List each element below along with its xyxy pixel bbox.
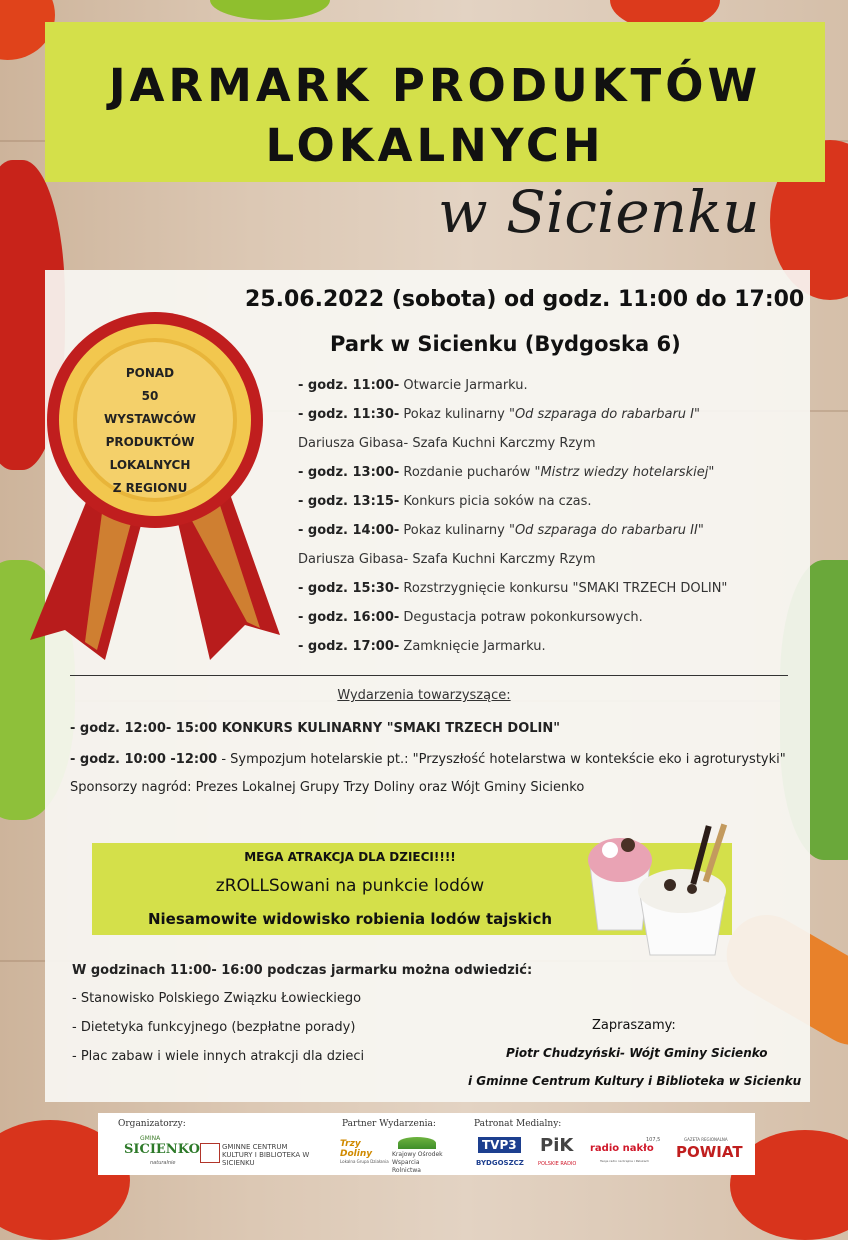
schedule-quote: " bbox=[697, 523, 704, 538]
sponsor-logos-strip bbox=[98, 1113, 755, 1175]
schedule-time: - godz. 13:15- bbox=[298, 494, 400, 509]
powiat-logo: GAZETA REGIONALNA POWIAT bbox=[676, 1137, 743, 1161]
extras-item: - Stanowisko Polskiego Związku Łowieckiego bbox=[72, 991, 362, 1006]
schedule-time: - godz. 17:00- bbox=[298, 639, 400, 654]
kids-line2: Niesamowite widowisko robienia lodów tajskich bbox=[147, 910, 553, 928]
side-event-2: - godz. 10:00 -12:00 - Sympozjum hotelarskie pt.: "Przyszłość hotelarstwa w kontekście eko i agroturystyki" bbox=[70, 752, 786, 767]
side-events-heading: Wydarzenia towarzyszące: bbox=[337, 688, 511, 703]
page-title: JARMARK PRODUKTÓW LOKALNYCH bbox=[108, 59, 762, 172]
schedule-title: Mistrz wiedzy hotelarskiej bbox=[540, 465, 709, 480]
side-event-1: - godz. 12:00- 15:00 KONKURS KULINARNY "SMAKI TRZECH DOLIN" bbox=[70, 721, 561, 736]
schedule-item bbox=[298, 376, 808, 405]
schedule-time: - godz. 15:30- bbox=[298, 581, 400, 596]
extras-item: - Plac zabaw i wiele innych atrakcji dla dzieci bbox=[72, 1049, 365, 1064]
kowr-logo: Krajowy Ośrodek Wsparcia Rolnictwa bbox=[392, 1137, 448, 1171]
partner-label: Partner Wydarzenia: bbox=[342, 1119, 436, 1129]
schedule-time: - godz. 14:00- bbox=[298, 523, 400, 538]
divider bbox=[70, 675, 788, 676]
schedule-time: - godz. 16:00- bbox=[298, 610, 400, 625]
event-date: 25.06.2022 (sobota) od godz. 11:00 do 17:00 bbox=[245, 287, 805, 312]
schedule-item bbox=[298, 637, 808, 666]
schedule-item bbox=[298, 550, 808, 579]
schedule-item bbox=[298, 521, 808, 550]
schedule-text: Zamknięcie Jarmarku. bbox=[399, 639, 546, 654]
medal-text: PONAD 50 WYSTAWCÓW PRODUKTÓW LOKALNYCH Z REGIONU bbox=[103, 366, 197, 495]
ice-cream-image bbox=[580, 805, 740, 965]
schedule-text: Otwarcie Jarmarku. bbox=[399, 378, 528, 393]
schedule-item bbox=[298, 492, 808, 521]
schedule-title: Od szparaga do rabarbaru II bbox=[514, 523, 698, 538]
gck-logo: GMINNE CENTRUM KULTURY I BIBLIOTEKA W SICIENKU bbox=[200, 1141, 320, 1167]
extras-item: - Dietetyka funkcyjnego (bezpłatne porady) bbox=[72, 1020, 356, 1035]
schedule-text: Dariusza Gibasa- Szafa Kuchni Karczmy Rzym bbox=[298, 436, 596, 451]
kids-line1: zROLLSowani na punkcie lodów bbox=[215, 876, 485, 896]
gmina-sicienko-logo: GMINA SICIENKO naturalnie bbox=[124, 1135, 200, 1166]
schedule-text: Konkurs picia soków na czas. bbox=[399, 494, 592, 509]
schedule-quote: " bbox=[708, 465, 715, 480]
schedule-text: Degustacja potraw pokonkursowych. bbox=[399, 610, 643, 625]
schedule-time: - godz. 11:00- bbox=[298, 378, 400, 393]
schedule-title: Od szparaga do rabarbaru I bbox=[514, 407, 695, 422]
schedule-list bbox=[298, 376, 808, 666]
schedule-text: Pokaz kulinarny " bbox=[399, 407, 515, 422]
event-place: Park w Sicienku (Bydgoska 6) bbox=[330, 332, 681, 356]
tvp3-logo: TVP3 BYDGOSZCZ bbox=[476, 1138, 524, 1167]
invite-line1: Piotr Chudzyński- Wójt Gminy Sicienko bbox=[506, 1046, 768, 1060]
schedule-item bbox=[298, 463, 808, 492]
schedule-text: Dariusza Gibasa- Szafa Kuchni Karczmy Rzym bbox=[298, 552, 596, 567]
radio-naklo-logo: radio nakło 107,5 Twoje radio na Krajnie i Pałukach bbox=[590, 1137, 661, 1163]
media-label: Patronat Medialny: bbox=[474, 1119, 562, 1129]
schedule-text: Rozdanie pucharów " bbox=[399, 465, 541, 480]
kids-headline: MEGA ATRAKCJA DLA DZIECI!!!! bbox=[244, 850, 456, 864]
schedule-text: Pokaz kulinarny " bbox=[399, 523, 515, 538]
green-pepper-image bbox=[210, 0, 330, 20]
schedule-item bbox=[298, 434, 808, 463]
extras-heading: W godzinach 11:00- 16:00 podczas jarmarku można odwiedzić: bbox=[72, 963, 533, 978]
schedule-item bbox=[298, 608, 808, 637]
schedule-item bbox=[298, 405, 808, 434]
invite-line2: i Gminne Centrum Kultury i Biblioteka w Sicienku bbox=[468, 1074, 802, 1088]
schedule-time: - godz. 11:30- bbox=[298, 407, 400, 422]
trzy-doliny-logo: Trzy Doliny Lokalna Grupa Działania bbox=[340, 1139, 389, 1164]
organizers-label: Organizatorzy: bbox=[118, 1119, 186, 1129]
schedule-quote: " bbox=[694, 407, 700, 422]
invite-label: Zapraszamy: bbox=[592, 1018, 676, 1033]
pik-logo: PiK POLSKIE RADIO bbox=[538, 1135, 577, 1167]
script-subtitle: w Sicienku bbox=[438, 178, 760, 246]
schedule-time: - godz. 13:00- bbox=[298, 465, 400, 480]
schedule-text: Rozstrzygnięcie konkursu "SMAKI TRZECH DOLIN" bbox=[399, 581, 728, 596]
sponsors-text: Sponsorzy nagród: Prezes Lokalnej Grupy Trzy Doliny oraz Wójt Gminy Sicienko bbox=[70, 780, 585, 795]
schedule-item bbox=[298, 579, 808, 608]
